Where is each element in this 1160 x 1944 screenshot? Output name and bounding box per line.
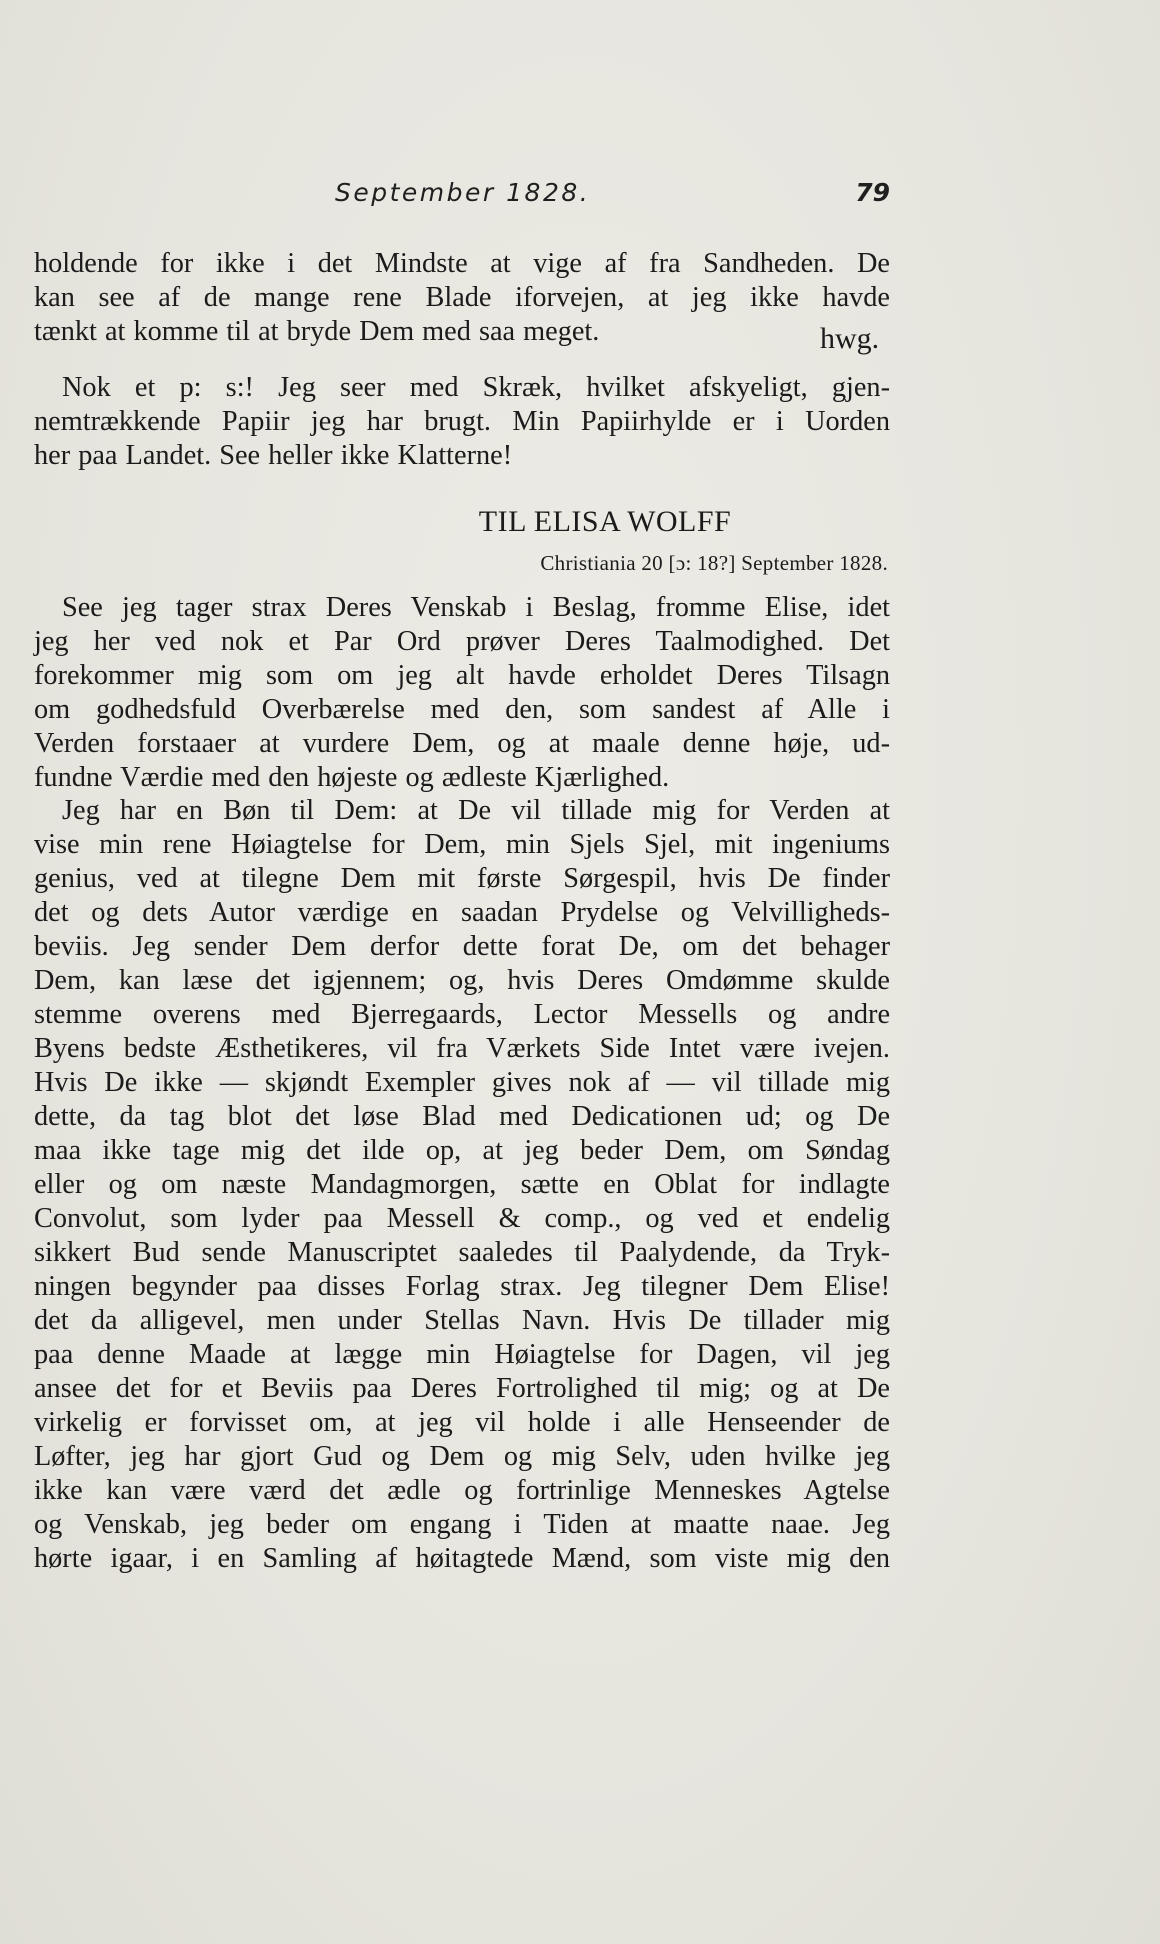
text-line: ningen begynder paa disses Forlag strax. Jeg tilegner Dem Elise! bbox=[34, 1271, 890, 1302]
text-line: kan see af de mange rene Blade iforvejen, at jeg ikke havde bbox=[34, 282, 890, 313]
text-line: Verden forstaaer at vurdere Dem, og at maale denne høje, ud- bbox=[34, 728, 890, 759]
text-line: ansee det for et Beviis paa Deres Fortrolighed til mig; og at De bbox=[34, 1373, 890, 1404]
page-header bbox=[335, 178, 890, 218]
text-line: maa ikke tage mig det ilde op, at jeg beder Dem, om Søndag bbox=[34, 1135, 890, 1166]
text-line: Hvis De ikke — skjøndt Exempler gives nok af — vil tillade mig bbox=[34, 1067, 890, 1098]
signature: hwg. bbox=[820, 322, 880, 355]
text-line: nemtrækkende Papiir jeg har brugt. Min Papiirhylde er i Uorden bbox=[34, 406, 890, 437]
text-line: holdende for ikke i det Mindste at vige af fra Sandheden. De bbox=[34, 248, 890, 279]
text-line: ikke kan være værd det ædle og fortrinlige Menneskes Agtelse bbox=[34, 1475, 890, 1506]
paragraph-3 bbox=[34, 591, 890, 795]
text-line: det da alligevel, men under Stellas Navn. Hvis De tillader mig bbox=[34, 1305, 890, 1336]
text-line: jeg her ved nok et Par Ord prøver Deres Taalmodighed. Det bbox=[34, 626, 890, 657]
paragraph-1 bbox=[34, 247, 890, 349]
text-line: Løfter, jeg har gjort Gud og Dem og mig Selv, uden hvilke jeg bbox=[34, 1441, 890, 1472]
text-line: fundne Værdie med den højeste og ædleste Kjærlighed. bbox=[34, 762, 670, 793]
text-line: om godhedsfuld Overbærelse med den, som sandest af Alle i bbox=[34, 694, 890, 725]
text-line: genius, ved at tilegne Dem mit første Sørgespil, hvis De finder bbox=[34, 863, 890, 894]
text-line: forekommer mig som om jeg alt havde erholdet Deres Tilsagn bbox=[34, 660, 890, 691]
text-line: Jeg har en Bøn til Dem: at De vil tillade mig for Verden at bbox=[62, 795, 890, 826]
text-line: Dem, kan læse det igjennem; og, hvis Deres Omdømme skulde bbox=[34, 965, 890, 996]
text-line: eller og om næste Mandagmorgen, sætte en Oblat for indlagte bbox=[34, 1169, 890, 1200]
text-line: her paa Landet. See heller ikke Klatterne! bbox=[34, 440, 513, 471]
text-line: dette, da tag blot det løse Blad med Dedicationen ud; og De bbox=[34, 1101, 890, 1132]
letter-dateline: Christiania 20 [ɔ: 18?] September 1828. bbox=[540, 551, 888, 575]
text-line: tænkt at komme til at bryde Dem med saa meget. bbox=[34, 316, 600, 347]
text-line: vise min rene Høiagtelse for Dem, min Sjels Sjel, mit ingeniums bbox=[34, 829, 890, 860]
text-line: og Venskab, jeg beder om engang i Tiden at maatte naae. Jeg bbox=[34, 1509, 890, 1540]
text-line: sikkert Bud sende Manuscriptet saaledes til Paalydende, da Tryk- bbox=[34, 1237, 890, 1268]
paragraph-4 bbox=[34, 794, 890, 1576]
page-number: 79 bbox=[855, 178, 890, 207]
text-line: paa denne Maade at lægge min Høiagtelse for Dagen, vil jeg bbox=[34, 1339, 890, 1370]
text-line: stemme overens med Bjerregaards, Lector Messells og andre bbox=[34, 999, 890, 1030]
text-line: det og dets Autor værdige en saadan Prydelse og Velvilligheds- bbox=[34, 897, 890, 928]
text-line: Nok et p: s:! Jeg seer med Skræk, hvilket afskyeligt, gjen- bbox=[62, 372, 890, 403]
text-line: See jeg tager strax Deres Venskab i Beslag, fromme Elise, idet bbox=[62, 592, 890, 623]
text-line: hørte igaar, i en Samling af høitagtede Mænd, som viste mig den bbox=[34, 1543, 890, 1574]
running-title: September 1828. bbox=[335, 178, 591, 207]
text-line: beviis. Jeg sender Dem derfor dette forat De, om det behager bbox=[34, 931, 890, 962]
text-line: Convolut, som lyder paa Messell & comp., og ved et endelig bbox=[34, 1203, 890, 1234]
text-line: virkelig er forvisset om, at jeg vil holde i alle Henseender de bbox=[34, 1407, 890, 1438]
text-line: Byens bedste Æsthetikeres, vil fra Værkets Side Intet være ivejen. bbox=[34, 1033, 890, 1064]
letter-title: TIL ELISA WOLFF bbox=[478, 505, 732, 538]
paragraph-2 bbox=[34, 371, 890, 473]
